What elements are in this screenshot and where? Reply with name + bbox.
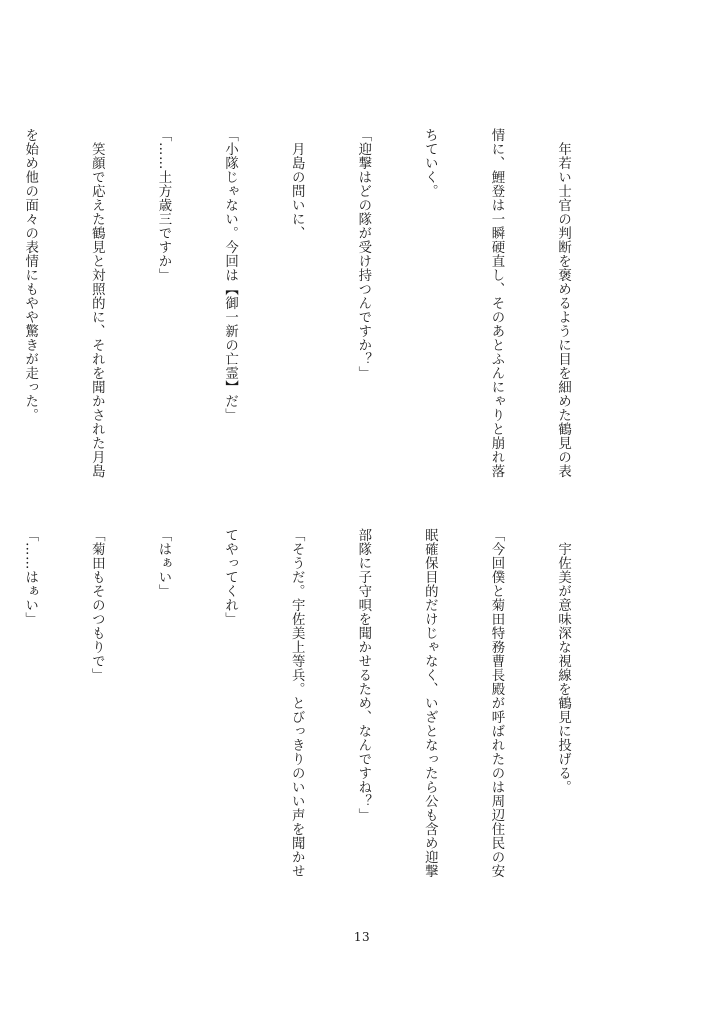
text-line: 月島の問いに、 <box>289 128 305 240</box>
text-line: 「はぁい」 <box>155 528 171 598</box>
text-line: 「……はぁい」 <box>22 528 38 626</box>
text-line: 年若い士官の判断を褒めるように目を細めた鶴見の表 <box>555 128 571 478</box>
text-line: 「迎撃はどの隊が受け持つんですか？」 <box>355 128 371 380</box>
text-line: 「今回僕と菊田特務曹長殿が呼ばれたのは周辺住民の安 <box>488 528 504 878</box>
text-line: 笑顔で応えた鶴見と対照的に、それを聞かされた月島 <box>89 128 105 478</box>
text-line: 眠確保目的だけじゃなく、いざとなったら公も含め迎撃 <box>422 528 438 878</box>
text-line: てやってくれ」 <box>222 528 238 626</box>
text-line: 部隊に子守唄を聞かせるため、なんですね？」 <box>355 528 371 822</box>
lower-text-block <box>0 528 618 908</box>
text-line: ちていく。 <box>422 128 438 198</box>
text-line: 宇佐美が意味深な視線を鶴見に投げる。 <box>555 528 571 794</box>
text-line: 「……土方歳三ですか」 <box>155 128 171 282</box>
text-line: 「小隊じゃない。今回は【御一新の亡霊】だ」 <box>222 128 238 422</box>
page-number: 13 <box>353 930 371 944</box>
text-line: 「菊田もそのつもりで」 <box>89 528 105 682</box>
text-line: 「そうだ。宇佐美上等兵。とびっきりのいい声を聞かせ <box>289 528 305 878</box>
upper-text-block <box>0 128 618 508</box>
text-line: 情に、鯉登は一瞬硬直し、そのあとふんにゃりと崩れ落 <box>488 128 504 478</box>
text-line: を始め他の面々の表情にもやや驚きが走った。 <box>22 128 38 422</box>
